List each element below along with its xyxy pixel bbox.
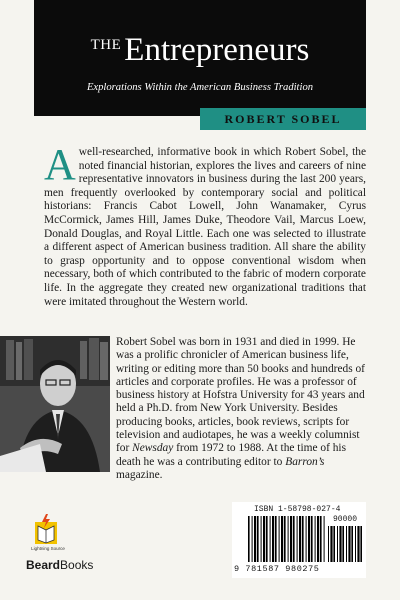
price-code: 90000: [332, 515, 357, 524]
ean-number: 9 781587 980275: [234, 564, 320, 574]
author-bio: [116, 336, 370, 482]
description-text: well-researched, informative book in which Robert Sobel, the noted financial historian, explores the lives and careers of nine representative innovators in business during the last 200 years, men frequently overlooked by contemporary social and political historians: Francis Cabot Lowell, John Wanamaker, Cyrus McCormick, James Hill, James Duke, Theodore Vail, Marcus Loew, Donald Douglas, and Royal Little. Each one was selected to illustrate a different aspect of American business tradition. All share the ability to grasp opportunity and to oppose conventional wisdom when necessary, both of which contributed to the fabric of modern corporate life. In the aggregate they created new organizational traditions that were imitated throughout the Western world.: [44, 146, 366, 308]
publisher-brand: [26, 558, 93, 572]
title-prefix: THE: [90, 37, 122, 53]
lightning-source-logo: [34, 512, 58, 546]
barcode-ean: [248, 516, 326, 562]
bio-barrons: Barron’s: [285, 455, 325, 468]
book-title: [34, 34, 366, 67]
author-band: [200, 108, 366, 130]
author-photo: [0, 336, 110, 472]
title-main: Entrepreneurs: [124, 32, 310, 68]
bio-text: Robert Sobel was born in 1931 and died in 1999. He was a prolific chronicler of American business life, writing or editing more than 50 books and hundreds of articles and corporate profiles. He was a professor of business history at Hofstra University for 43 years and held a Ph.D. from New York University. Besides producing books, articles, book reviews, scripts for television and audiotapes, he was a weekly columnist for: [116, 336, 365, 455]
drop-cap: A: [44, 140, 76, 189]
book-description: [44, 140, 366, 309]
barcode-price: [328, 526, 362, 562]
bio-newsday: Newsday: [132, 442, 174, 455]
bio-text-2: from 1972 to 1988. At the time of his death he was a contributing editor to: [116, 442, 347, 468]
isbn-number: ISBN 1-58798-027-4: [254, 505, 341, 514]
bio-text-3: magazine.: [116, 468, 163, 481]
book-subtitle: Explorations Within the American Business Tradition: [86, 82, 314, 93]
brand-bold: Beard: [26, 558, 61, 572]
lightning-source-label: Lightning Source: [31, 546, 65, 551]
brand-regular: Books: [60, 558, 94, 572]
title-band: [34, 0, 366, 116]
author-name: ROBERT SOBEL: [224, 112, 342, 126]
